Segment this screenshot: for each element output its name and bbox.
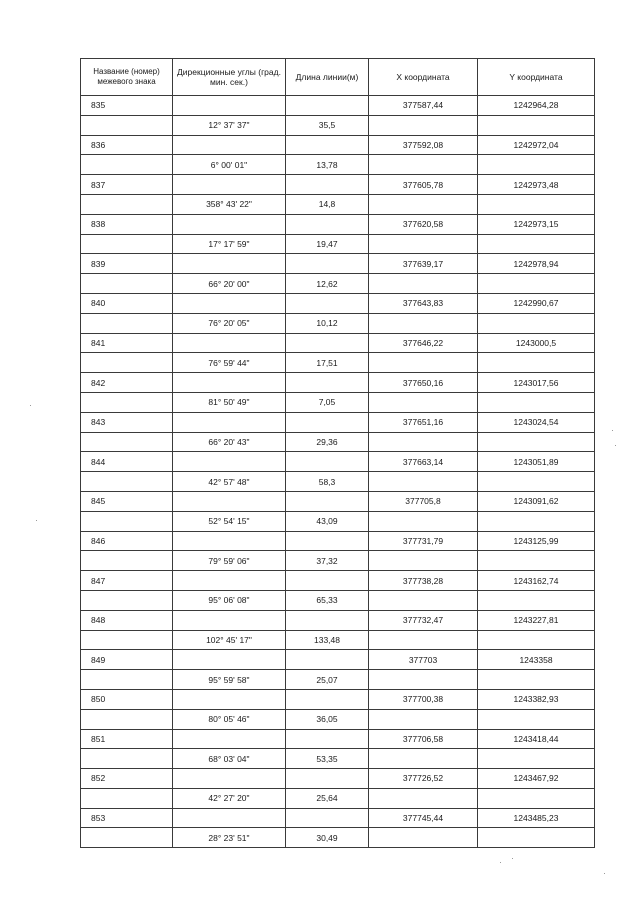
x-coordinate-cell: 377738,28 [369,571,478,591]
length-cell: 13,78 [286,155,369,175]
length-cell: 25,07 [286,670,369,690]
length-cell [286,96,369,116]
mark-name-cell: 852 [81,769,173,789]
length-cell [286,214,369,234]
angle-cell: 68° 03' 04" [173,749,286,769]
y-coordinate-cell: 1243051,89 [478,452,595,472]
x-coordinate-cell [369,749,478,769]
x-coordinate-cell: 377703 [369,650,478,670]
table-row-line [81,274,595,294]
table-row-point [81,135,595,155]
table-row-point [81,808,595,828]
y-coordinate-cell: 1242990,67 [478,293,595,313]
mark-name-cell [81,551,173,571]
table-row-point [81,452,595,472]
mark-name-cell [81,828,173,848]
angle-cell: 6° 00' 01" [173,155,286,175]
scan-speck [36,520,37,521]
mark-name-cell [81,392,173,412]
x-coordinate-cell: 377731,79 [369,531,478,551]
length-cell: 35,5 [286,115,369,135]
y-coordinate-cell [478,788,595,808]
length-cell: 36,05 [286,709,369,729]
table-row-point [81,214,595,234]
y-coordinate-cell: 1242973,48 [478,175,595,195]
y-coordinate-cell [478,590,595,610]
angle-cell [173,254,286,274]
y-coordinate-cell [478,234,595,254]
x-coordinate-cell [369,551,478,571]
x-coordinate-cell: 377745,44 [369,808,478,828]
length-cell [286,175,369,195]
angle-cell [173,610,286,630]
y-coordinate-cell: 1243162,74 [478,571,595,591]
mark-name-cell [81,670,173,690]
length-cell [286,293,369,313]
table-row-point [81,333,595,353]
angle-cell: 52° 54' 15" [173,511,286,531]
mark-name-cell: 835 [81,96,173,116]
table-header [81,59,595,96]
survey-coordinates-table [80,58,595,848]
y-coordinate-cell: 1243125,99 [478,531,595,551]
mark-name-cell: 842 [81,373,173,393]
mark-name-cell [81,115,173,135]
length-cell: 37,32 [286,551,369,571]
x-coordinate-cell [369,670,478,690]
table-row-line [81,392,595,412]
header-y-coordinate: Y координата [478,59,595,96]
y-coordinate-cell: 1243467,92 [478,769,595,789]
mark-name-cell: 848 [81,610,173,630]
length-cell [286,650,369,670]
table-row-point [81,175,595,195]
x-coordinate-cell: 377700,38 [369,689,478,709]
x-coordinate-cell [369,353,478,373]
length-cell: 58,3 [286,472,369,492]
y-coordinate-cell [478,630,595,650]
header-row [81,59,595,96]
y-coordinate-cell: 1243000,5 [478,333,595,353]
length-cell [286,729,369,749]
table-row-line [81,313,595,333]
y-coordinate-cell: 1243091,62 [478,491,595,511]
table-row-line [81,234,595,254]
x-coordinate-cell [369,788,478,808]
length-cell [286,689,369,709]
mark-name-cell [81,353,173,373]
angle-cell [173,729,286,749]
mark-name-cell [81,472,173,492]
y-coordinate-cell [478,194,595,214]
length-cell [286,452,369,472]
y-coordinate-cell [478,274,595,294]
length-cell [286,610,369,630]
table-row-point [81,610,595,630]
mark-name-cell: 851 [81,729,173,749]
angle-cell: 102° 45' 17" [173,630,286,650]
table-body [81,96,595,848]
angle-cell: 42° 27' 20" [173,788,286,808]
x-coordinate-cell [369,630,478,650]
y-coordinate-cell [478,670,595,690]
angle-cell [173,412,286,432]
angle-cell [173,650,286,670]
angle-cell [173,135,286,155]
angle-cell [173,373,286,393]
length-cell [286,254,369,274]
length-cell [286,808,369,828]
length-cell: 30,49 [286,828,369,848]
x-coordinate-cell [369,115,478,135]
y-coordinate-cell [478,392,595,412]
mark-name-cell [81,590,173,610]
angle-cell: 17° 17' 59" [173,234,286,254]
angle-cell: 76° 59' 44" [173,353,286,373]
mark-name-cell: 843 [81,412,173,432]
length-cell [286,412,369,432]
x-coordinate-cell: 377646,22 [369,333,478,353]
x-coordinate-cell [369,155,478,175]
scan-speck [512,858,513,859]
mark-name-cell: 844 [81,452,173,472]
length-cell: 17,51 [286,353,369,373]
y-coordinate-cell: 1243485,23 [478,808,595,828]
y-coordinate-cell: 1242978,94 [478,254,595,274]
x-coordinate-cell: 377732,47 [369,610,478,630]
table-row-line [81,511,595,531]
table-row-point [81,412,595,432]
table-row-point [81,531,595,551]
table-row-line [81,155,595,175]
x-coordinate-cell: 377587,44 [369,96,478,116]
y-coordinate-cell [478,472,595,492]
table-row-point [81,729,595,749]
table-row-point [81,689,595,709]
angle-cell [173,769,286,789]
angle-cell [173,808,286,828]
x-coordinate-cell: 377726,52 [369,769,478,789]
mark-name-cell [81,432,173,452]
x-coordinate-cell [369,432,478,452]
y-coordinate-cell [478,115,595,135]
mark-name-cell: 840 [81,293,173,313]
table-row-line [81,788,595,808]
y-coordinate-cell [478,511,595,531]
angle-cell [173,333,286,353]
x-coordinate-cell: 377705,8 [369,491,478,511]
header-boundary-mark-name: Название (номер) межевого знака [81,59,173,96]
length-cell: 12,62 [286,274,369,294]
y-coordinate-cell [478,353,595,373]
table-row-line [81,551,595,571]
angle-cell [173,571,286,591]
mark-name-cell: 845 [81,491,173,511]
y-coordinate-cell [478,551,595,571]
mark-name-cell [81,274,173,294]
y-coordinate-cell: 1242973,15 [478,214,595,234]
length-cell: 53,35 [286,749,369,769]
x-coordinate-cell [369,828,478,848]
mark-name-cell: 837 [81,175,173,195]
mark-name-cell [81,511,173,531]
mark-name-cell [81,155,173,175]
mark-name-cell: 836 [81,135,173,155]
angle-cell: 28° 23' 51" [173,828,286,848]
x-coordinate-cell [369,313,478,333]
angle-cell [173,214,286,234]
x-coordinate-cell [369,234,478,254]
x-coordinate-cell: 377651,16 [369,412,478,432]
mark-name-cell: 853 [81,808,173,828]
table-row-line [81,670,595,690]
y-coordinate-cell: 1243382,93 [478,689,595,709]
x-coordinate-cell: 377620,58 [369,214,478,234]
scan-speck [500,862,501,863]
table-row-line [81,432,595,452]
angle-cell: 42° 57' 48" [173,472,286,492]
mark-name-cell: 846 [81,531,173,551]
x-coordinate-cell: 377639,17 [369,254,478,274]
x-coordinate-cell [369,274,478,294]
length-cell: 7,05 [286,392,369,412]
length-cell: 19,47 [286,234,369,254]
y-coordinate-cell [478,709,595,729]
angle-cell [173,96,286,116]
mark-name-cell: 839 [81,254,173,274]
length-cell: 29,36 [286,432,369,452]
angle-cell: 81° 50' 49" [173,392,286,412]
length-cell [286,333,369,353]
x-coordinate-cell [369,392,478,412]
length-cell: 43,09 [286,511,369,531]
length-cell [286,571,369,591]
x-coordinate-cell: 377643,83 [369,293,478,313]
table-row-point [81,571,595,591]
length-cell: 25,64 [286,788,369,808]
angle-cell [173,531,286,551]
angle-cell: 79° 59' 06" [173,551,286,571]
angle-cell: 66° 20' 43" [173,432,286,452]
table-row-point [81,650,595,670]
x-coordinate-cell [369,511,478,531]
length-cell [286,769,369,789]
angle-cell [173,175,286,195]
table-row-line [81,749,595,769]
y-coordinate-cell: 1242972,04 [478,135,595,155]
y-coordinate-cell: 1242964,28 [478,96,595,116]
angle-cell [173,293,286,313]
mark-name-cell [81,788,173,808]
x-coordinate-cell [369,709,478,729]
y-coordinate-cell [478,749,595,769]
angle-cell: 12° 37' 37" [173,115,286,135]
y-coordinate-cell: 1243358 [478,650,595,670]
length-cell [286,135,369,155]
x-coordinate-cell: 377663,14 [369,452,478,472]
length-cell [286,373,369,393]
mark-name-cell: 850 [81,689,173,709]
angle-cell: 80° 05' 46" [173,709,286,729]
mark-name-cell [81,194,173,214]
mark-name-cell [81,709,173,729]
y-coordinate-cell: 1243227,81 [478,610,595,630]
mark-name-cell: 849 [81,650,173,670]
scan-speck [615,445,616,446]
angle-cell: 95° 06' 08" [173,590,286,610]
table-row-line [81,828,595,848]
y-coordinate-cell: 1243418,44 [478,729,595,749]
length-cell: 10,12 [286,313,369,333]
table-row-line [81,353,595,373]
length-cell [286,531,369,551]
table-row-point [81,293,595,313]
table-row-line [81,630,595,650]
x-coordinate-cell [369,472,478,492]
scan-speck [604,873,605,874]
angle-cell: 66° 20' 00" [173,274,286,294]
x-coordinate-cell: 377605,78 [369,175,478,195]
table-row-line [81,709,595,729]
mark-name-cell [81,234,173,254]
length-cell: 65,33 [286,590,369,610]
angle-cell [173,452,286,472]
y-coordinate-cell: 1243017,56 [478,373,595,393]
length-cell: 133,48 [286,630,369,650]
header-directional-angle: Дирекционные углы (град. мин. сек.) [173,59,286,96]
y-coordinate-cell [478,828,595,848]
x-coordinate-cell: 377706,58 [369,729,478,749]
y-coordinate-cell: 1243024,54 [478,412,595,432]
table-row-point [81,373,595,393]
scan-speck [612,430,613,431]
x-coordinate-cell: 377650,16 [369,373,478,393]
y-coordinate-cell [478,313,595,333]
mark-name-cell [81,630,173,650]
angle-cell [173,491,286,511]
scan-speck [30,405,31,406]
table-row-point [81,491,595,511]
header-x-coordinate: X координата [369,59,478,96]
mark-name-cell: 838 [81,214,173,234]
table-row-line [81,115,595,135]
angle-cell: 358° 43' 22" [173,194,286,214]
table-row-point [81,769,595,789]
x-coordinate-cell [369,590,478,610]
table-row-line [81,472,595,492]
table-row-line [81,194,595,214]
angle-cell: 76° 20' 05" [173,313,286,333]
y-coordinate-cell [478,432,595,452]
y-coordinate-cell [478,155,595,175]
mark-name-cell: 847 [81,571,173,591]
table-row-point [81,254,595,274]
mark-name-cell [81,749,173,769]
length-cell: 14,8 [286,194,369,214]
x-coordinate-cell [369,194,478,214]
angle-cell [173,689,286,709]
header-line-length: Длина линии(м) [286,59,369,96]
x-coordinate-cell: 377592,08 [369,135,478,155]
mark-name-cell: 841 [81,333,173,353]
length-cell [286,491,369,511]
angle-cell: 95° 59' 58" [173,670,286,690]
table-row-line [81,590,595,610]
table-row-point [81,96,595,116]
mark-name-cell [81,313,173,333]
